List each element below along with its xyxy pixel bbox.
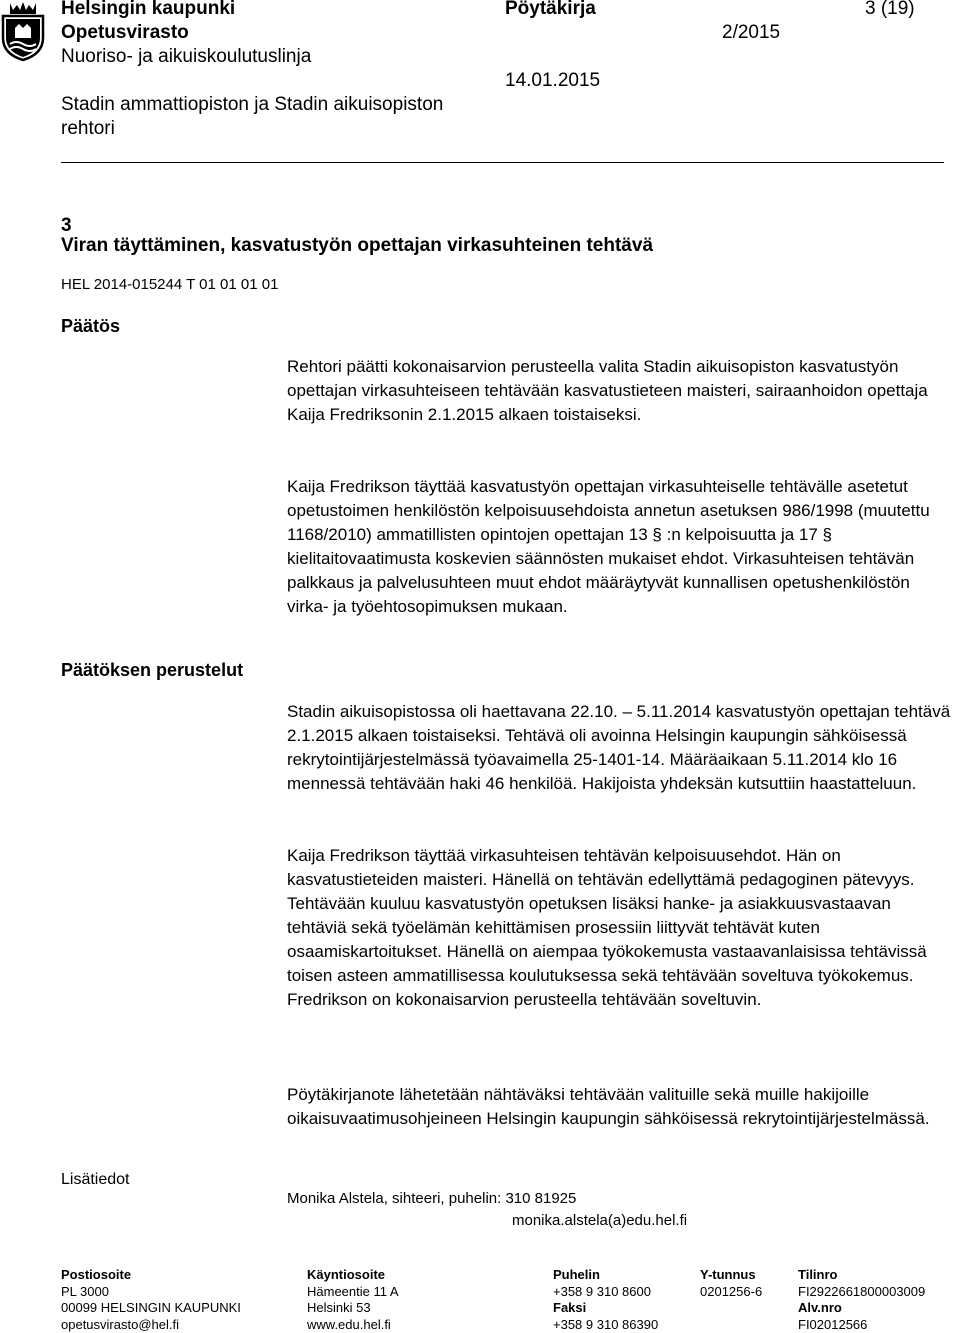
- section-number: 3: [61, 215, 72, 237]
- reason-paragraph-3: Kaija Fredrikson täyttää virkasuhteisen tehtävän kelpoisuusehdot. Hän on kasvatustieteiden maisteri. Hänellä on tehtävän edellyttämä pedagoginen pätevyys. Tehtävään kuuluu kasvatustyön opetuksen lisäksi hanke- ja asiakkuusvastaavan tehtäviä sekä työelämän kehittämisen prosessiin liittyvät tehtävät kuten osaamiskartoitukset. Hänellä on aiempaa työkokemusta vastaavanlaisissa tehtävissä toisen asteen ammatillisessa koulutuksessa sekä tehtävään soveltuva työkokemus. Fredrikson on kokonaisarvion perusteella tehtävään soveltuvin.: [287, 844, 952, 1012]
- reason-paragraph-4: Pöytäkirjanote lähetetään nähtäväksi tehtävään valituille sekä muille hakijoille oikaisuvaatimusohjeineen Helsingin kaupungin sähköisessä rekrytointijärjestelmässä.: [287, 1083, 952, 1131]
- footer-street: Hämeentie 11 A: [307, 1284, 399, 1301]
- footer-account-title: Tilinro: [798, 1267, 925, 1284]
- footer-business-id: [700, 1267, 762, 1300]
- contact-line: Monika Alstela, sihteeri, puhelin: 310 81925: [287, 1190, 576, 1207]
- footer-account: [798, 1267, 925, 1333]
- decision-text: Rehtori päätti kokonaisarvion perusteella valita Stadin aikuisopiston kasvatustyön opettajan virkasuhteiseen tehtävään kasvatustieteen maisteri, sairaanhoidon opettaja Kaija Fredriksonin 2.1.2015 alkaen toistaiseksi.: [287, 355, 952, 427]
- footer-vat-number: FI02012566: [798, 1317, 925, 1333]
- helsinki-crest-icon: [0, 0, 46, 62]
- footer-fax-number: +358 9 310 86390: [553, 1317, 658, 1333]
- header-doc-number: 2/2015: [722, 21, 780, 45]
- footer-postal-code: 00099 HELSINGIN KAUPUNKI: [61, 1300, 241, 1317]
- header-org: Helsingin kaupunki: [61, 0, 235, 21]
- footer-phone-number: +358 9 310 8600: [553, 1284, 658, 1301]
- header-page-number: 3 (19): [865, 0, 915, 21]
- label-more-info: Lisätiedot: [61, 1171, 130, 1189]
- header-unit: Nuoriso- ja aikuiskoulutuslinja: [61, 45, 311, 69]
- diary-number: HEL 2014-015244 T 01 01 01 01: [61, 276, 278, 293]
- footer-website: www.edu.hel.fi: [307, 1317, 399, 1333]
- header-date: 14.01.2015: [505, 69, 600, 93]
- footer-business-id-value: 0201256-6: [700, 1284, 762, 1301]
- header-dept: Opetusvirasto: [61, 21, 189, 45]
- reason-paragraph-1: Kaija Fredrikson täyttää kasvatustyön opettajan virkasuhteiselle tehtävälle asetetut opetustoimen henkilöstön kelpoisuusehdoista annetun asetuksen 986/1998 (muutettu 1168/2010) ammatillisten opintojen opettajan 13 § :n kelpoisuutta ja 17 § kielitaitovaatimusta koskevien säännösten mukaiset ehdot. Virkasuhteisen tehtävän palkkaus ja palvelusuhteen muut ehdot määräytyvät kunnallisen opetushenkilöstön virka- ja työehtosopimuksen mukaan.: [287, 475, 952, 619]
- footer-visit: [307, 1267, 399, 1333]
- label-reasons: Päätöksen perustelut: [61, 660, 243, 681]
- footer-visit-title: Käyntiosoite: [307, 1267, 399, 1284]
- header-doc-type: Pöytäkirja: [505, 0, 596, 21]
- footer-email: opetusvirasto@hel.fi: [61, 1317, 241, 1333]
- header-office-line2: rehtori: [61, 117, 115, 141]
- header-rule: [61, 162, 944, 163]
- footer-postal-title: Postiosoite: [61, 1267, 241, 1284]
- footer-fax-title: Faksi: [553, 1300, 658, 1317]
- section-title: Viran täyttäminen, kasvatustyön opettajan virkasuhteinen tehtävä: [61, 235, 653, 257]
- reason-paragraph-2: Stadin aikuisopistossa oli haettavana 22.10. – 5.11.2014 kasvatustyön opettajan tehtävä 2.1.2015 alkaen toistaiseksi. Tehtävä oli avoinna Helsingin kaupungin sähköisessä rekrytointijärjestelmässä työavaimella 25-1401-14. Määräaikaan 5.11.2014 klo 16 mennessä tehtävään haki 46 henkilöä. Hakijoista yhdeksän kutsuttiin haastatteluun.: [287, 700, 952, 796]
- footer-vat-title: Alv.nro: [798, 1300, 925, 1317]
- footer-account-number: FI2922661800003009: [798, 1284, 925, 1301]
- contact-email: monika.alstela(a)edu.hel.fi: [512, 1212, 687, 1229]
- label-decision: Päätös: [61, 316, 120, 337]
- footer-postal: [61, 1267, 241, 1333]
- header-office-line1: Stadin ammattiopiston ja Stadin aikuisopiston: [61, 93, 443, 117]
- footer-business-id-title: Y-tunnus: [700, 1267, 762, 1284]
- footer-phone: [553, 1267, 658, 1333]
- footer-postal-box: PL 3000: [61, 1284, 241, 1301]
- footer-phone-title: Puhelin: [553, 1267, 658, 1284]
- footer-city: Helsinki 53: [307, 1300, 399, 1317]
